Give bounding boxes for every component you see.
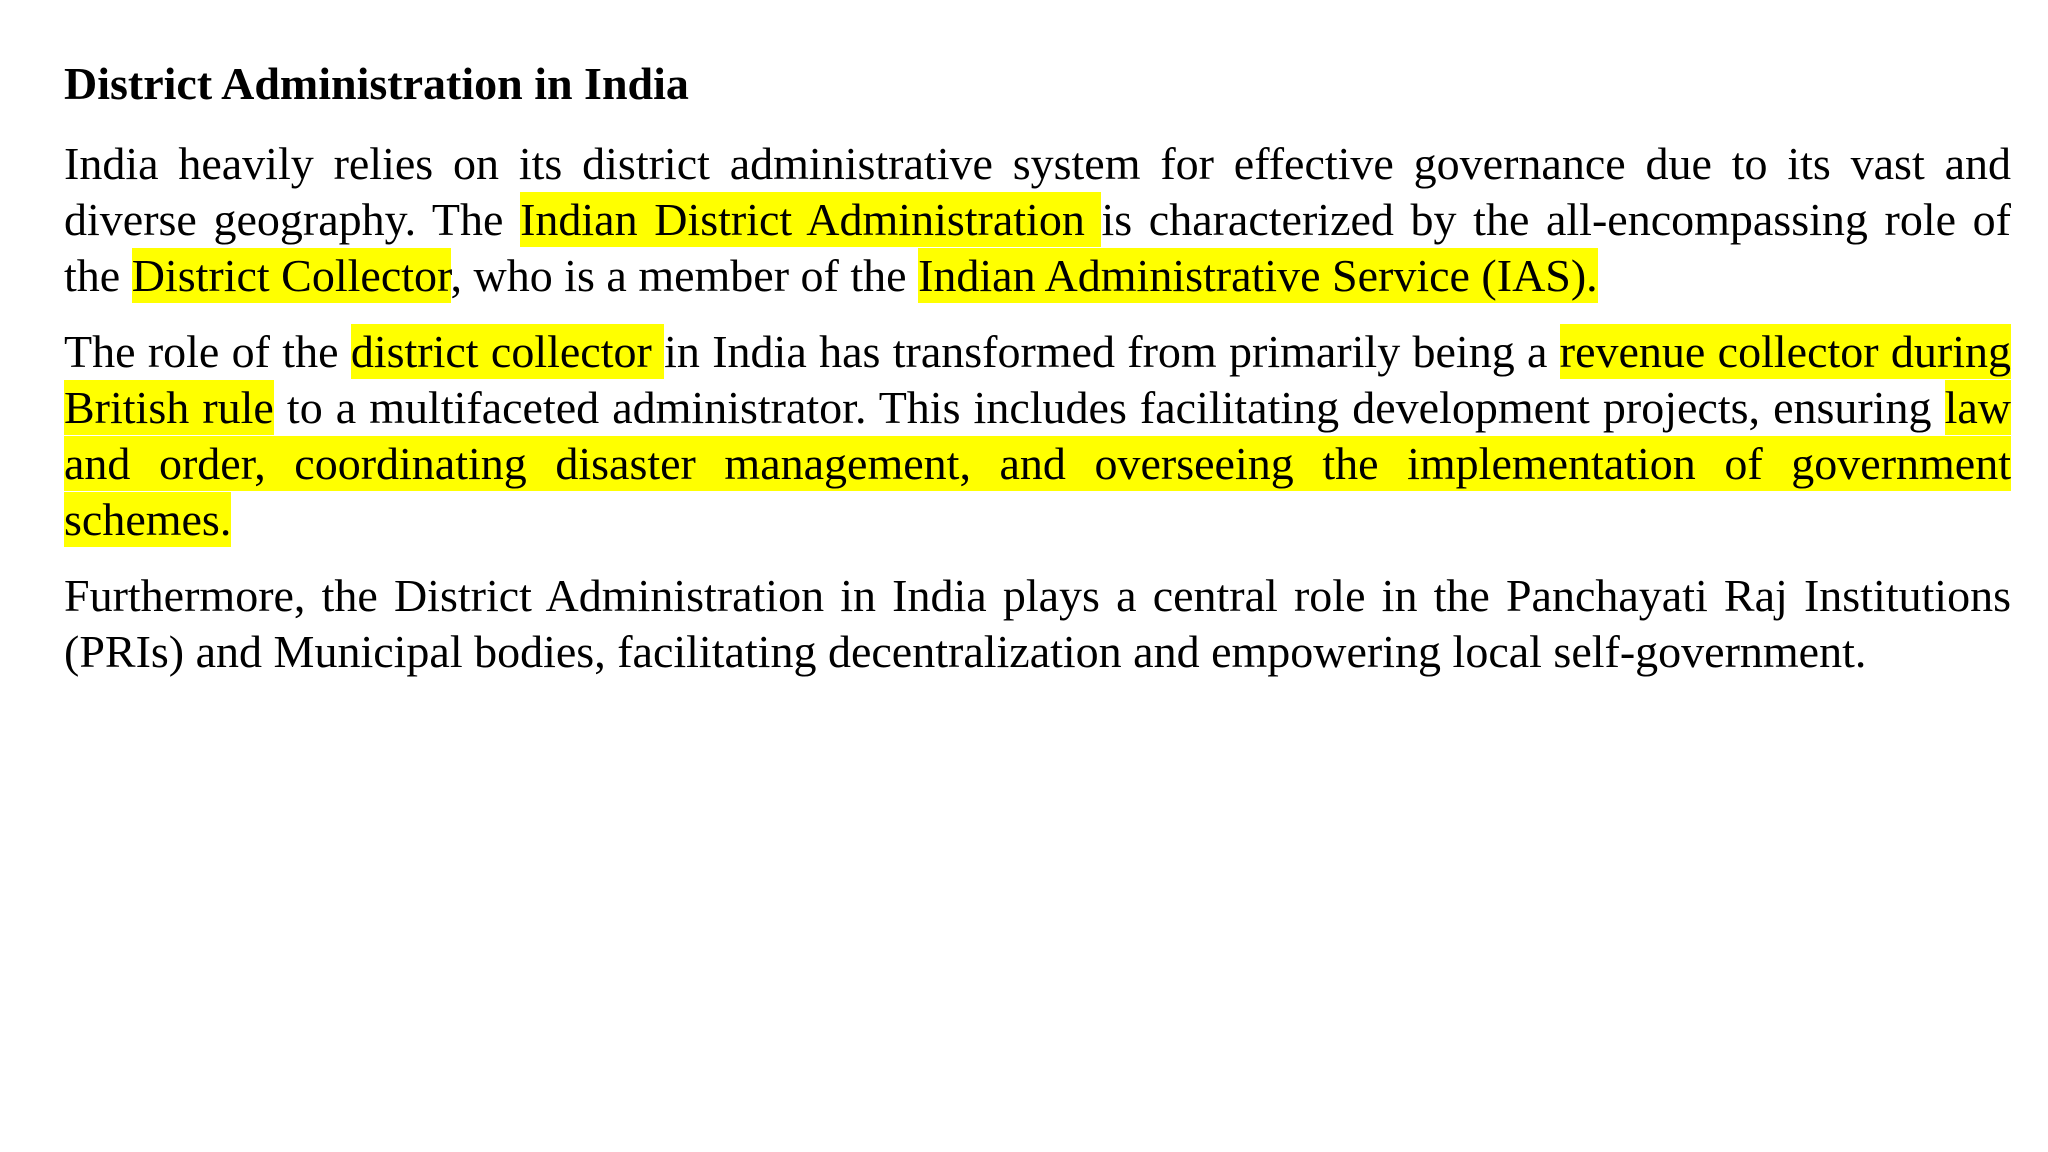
highlighted-text: district collector <box>350 326 665 377</box>
body-text: to a multifaceted administrator. This includes facilitating development projects, ensuring <box>273 382 1945 433</box>
highlighted-text: law and order, coordinating disaster management, and overseeing the implementation of government schemes. <box>64 382 2011 545</box>
highlighted-text: District Collector <box>131 250 451 301</box>
body-text: , who is a member of the <box>450 250 919 301</box>
body-text: India heavily relies on its district administrative system for effective governance due to its vast and diverse geography. The <box>64 138 2011 245</box>
document-page <box>64 56 2011 700</box>
body-text: Furthermore, the District Administration in India plays a central role in the Panchayati Raj Institutions (PRIs) and Municipal bodies, facilitating decentralization and empowering local self-government. <box>64 570 2011 677</box>
paragraph-1 <box>64 136 2011 304</box>
highlighted-text: Indian District Administration <box>520 194 1102 245</box>
body-text: in India has transformed from primarily being a <box>664 326 1560 377</box>
body-text: The role of the <box>64 326 351 377</box>
document-title: District Administration in India <box>64 58 689 109</box>
highlighted-text: Indian Administrative Service (IAS). <box>918 250 1598 301</box>
highlighted-text: revenue collector during British rule <box>64 326 2011 433</box>
document-body <box>64 136 2011 680</box>
body-text: is characterized by the all-encompassing role of the <box>64 194 2011 301</box>
paragraph-2 <box>64 324 2011 548</box>
paragraph-3 <box>64 568 2011 680</box>
